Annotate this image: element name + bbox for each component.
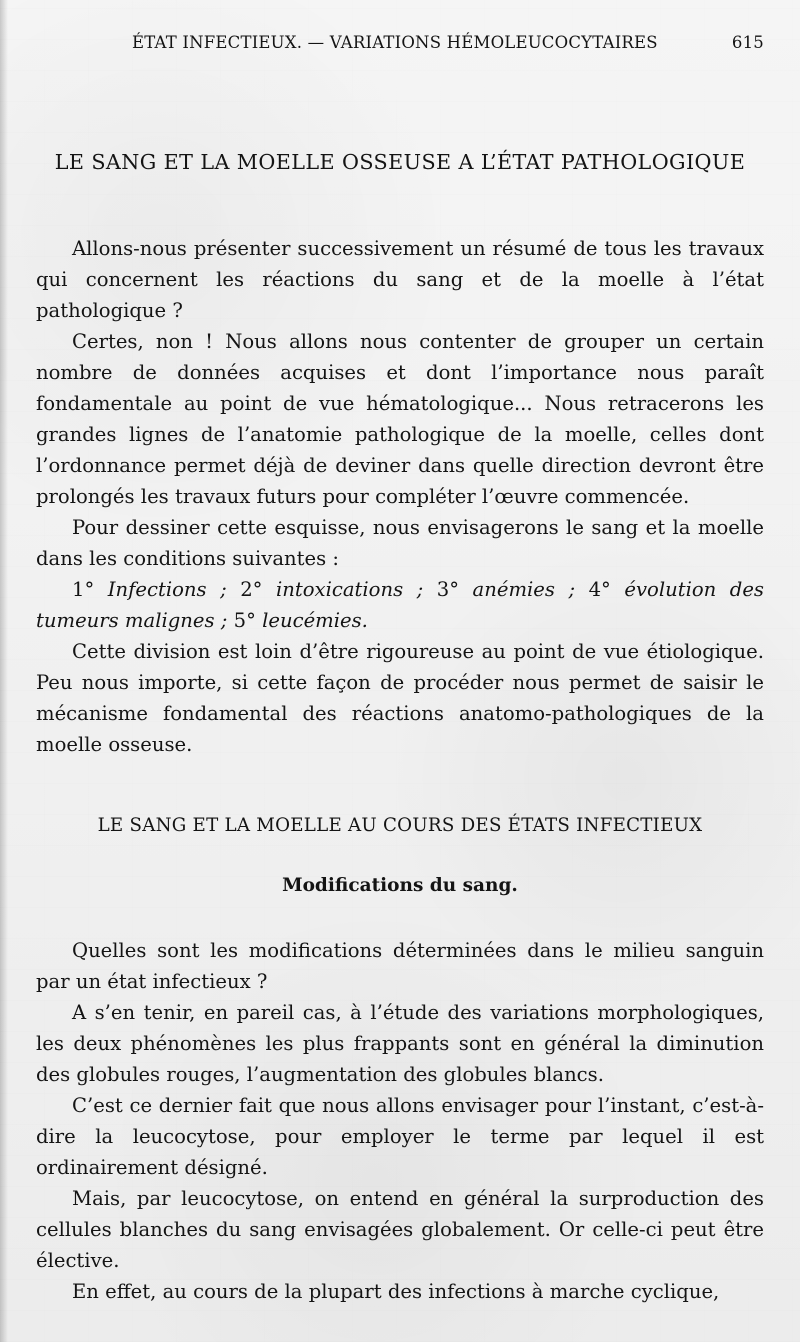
condition-number-2: 2°	[240, 578, 263, 601]
main-title: LE SANG ET LA MOELLE OSSEUSE A L’ÉTAT PATHOLOGIQUE	[54, 150, 746, 174]
blood-paragraph-1: Quelles sont les modifications déterminées dans le milieu sanguin par un état infectieux ?	[36, 939, 764, 993]
page-number: 615	[731, 33, 764, 52]
condition-intoxications: intoxications ;	[275, 578, 424, 601]
condition-infections: Infections ;	[107, 578, 227, 601]
intro-paragraph-1: Allons-nous présenter successivement un résumé de tous les travaux qui concernent les réactions du sang et de la moelle à l’état pathologique ?	[36, 237, 764, 322]
condition-number-5: 5°	[233, 609, 256, 632]
section-title: LE SANG ET LA MOELLE AU COURS DES ÉTATS INFECTIEUX	[97, 815, 703, 836]
blood-paragraph-2: A s’en tenir, en pareil cas, à l’étude des variations morphologiques, les deux phénomènes les plus frappants sont en général la diminution des globules rouges, l’augmentation des globules blancs.	[36, 1001, 764, 1086]
conditions-list	[36, 574, 764, 636]
running-head: ÉTAT INFECTIEUX. — VARIATIONS HÉMOLEUCOCYTAIRES	[132, 33, 658, 52]
condition-number-3: 3°	[436, 578, 460, 601]
condition-leucemies: leucémies.	[262, 609, 368, 632]
intro-paragraph-3: Pour dessiner cette esquisse, nous envisagerons le sang et la moelle dans les conditions suivantes :	[36, 516, 764, 570]
blood-text-block	[36, 935, 764, 1307]
blood-paragraph-4: Mais, par leucocytose, on entend en général la surproduction des cellules blanches du sang envisagées globalement. Or celle-ci peut être élective.	[36, 1187, 764, 1272]
division-paragraph: Cette division est loin d’être rigoureuse au point de vue étiologique. Peu nous importe, si cette façon de procéder nous permet de saisir le mécanisme fondamental des réactions anatomo-pathologiques de la moelle osseuse.	[36, 640, 764, 756]
condition-anemies: anémies ;	[472, 578, 576, 601]
condition-number-1: 1°	[72, 578, 95, 601]
blood-paragraph-3: C’est ce dernier fait que nous allons envisager pour l’instant, c’est-à-dire la leucocytose, pour employer le terme par lequel il est ordinairement désigné.	[36, 1094, 764, 1179]
blood-paragraph-5: En effet, au cours de la plupart des infections à marche cyclique,	[72, 1280, 720, 1303]
condition-number-4: 4°	[588, 578, 611, 601]
intro-text-block	[36, 233, 764, 760]
subsection-title: Modifications du sang.	[282, 875, 518, 896]
condition-tumeurs: évolution des tumeurs malignes ;	[36, 578, 764, 632]
page-header	[0, 31, 800, 59]
intro-paragraph-2: Certes, non ! Nous allons nous contenter de grouper un certain nombre de données acquises et dont l’importance nous paraît fondamentale au point de vue hématologique... Nous retracerons les grandes lignes de l’anatomie pathologique de la moelle, celles dont l’ordonnance permet déjà de deviner dans quelle direction devront être prolongés les travaux futurs pour compléter l’œuvre commencée.	[36, 330, 764, 508]
